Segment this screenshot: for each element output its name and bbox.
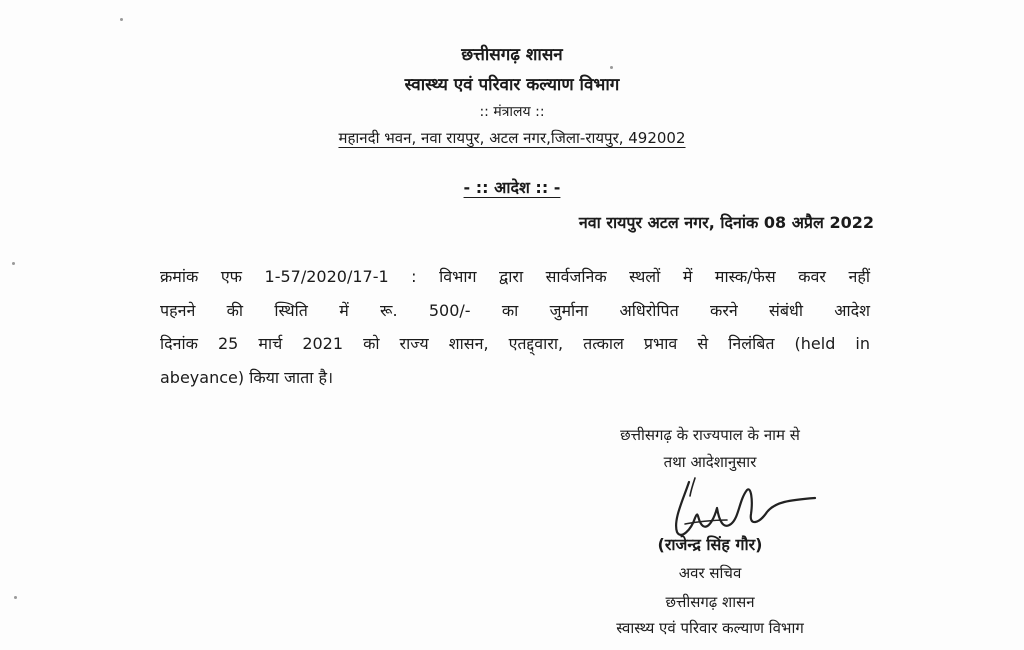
ministry-label: :: मंत्रालय ::: [479, 104, 545, 120]
signatory-department: स्वास्थ्य एवं परिवार कल्याण विभाग: [616, 619, 804, 637]
signatory-name: (राजेन्द्र सिंह गौर): [657, 535, 763, 554]
government-name: छत्तीसगढ़ शासन: [461, 45, 563, 65]
order-title: - :: आदेश :: -: [463, 178, 561, 197]
order-body-line: दिनांक 25 मार्च 2021 को राज्य शासन, एतद्द्वारा, तत्काल प्रभाव से निलंबित (held in: [160, 334, 870, 353]
paper-speck: [14, 596, 17, 599]
paper-speck: [12, 262, 15, 265]
department-name: स्वास्थ्य एवं परिवार कल्याण विभाग: [404, 75, 620, 95]
signatory-org: छत्तीसगढ़ शासन: [665, 593, 755, 611]
order-authority-line: तथा आदेशानुसार: [663, 453, 757, 471]
authority-line: छत्तीसगढ़ के राज्यपाल के नाम से: [620, 426, 800, 444]
paper-speck: [610, 66, 613, 69]
paper-speck: [120, 18, 123, 21]
signatory-designation: अवर सचिव: [678, 564, 742, 582]
order-date-line: नवा रायपुर अटल नगर, दिनांक 08 अप्रैल 2022: [578, 213, 874, 232]
order-body: [160, 260, 870, 394]
office-address: महानदी भवन, नवा रायपुर, अटल नगर,जिला-रायपुर, 492002: [338, 129, 686, 147]
order-body-line: पहनने की स्थिति में रू. 500/- का जुर्माना अधिरोपित करने संबंधी आदेश: [160, 300, 870, 320]
order-body-line: abeyance) किया जाता है।: [160, 367, 334, 387]
order-body-line: क्रमांक एफ 1-57/2020/17-1 : विभाग द्वारा सार्वजनिक स्थलों में मास्क/फेस कवर नहीं: [160, 267, 870, 286]
